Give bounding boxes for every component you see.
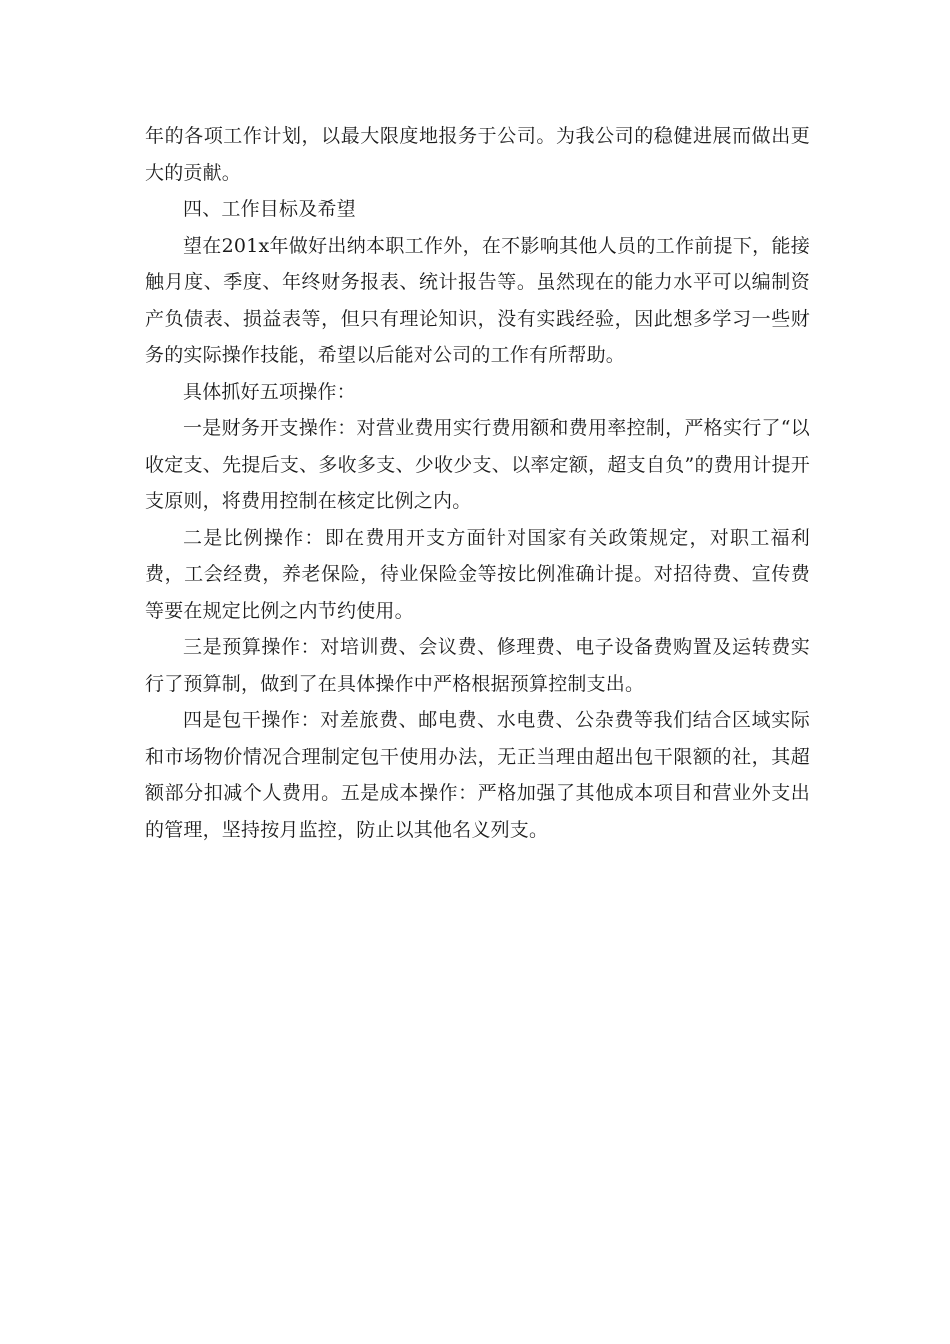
section-heading-goals: 四、工作目标及希望 [183, 198, 356, 220]
paragraph-five-operations-intro: 具体抓好五项操作： [183, 380, 356, 403]
paragraph-operation-three: 三是预算操作：对培训费、会议费、修理费、电子设备费购置及运转费实行了预算制，做到了在具体操作中严格根据预算控制支出。 [145, 636, 810, 695]
paragraph-hopes: 望在201x年做好出纳本职工作外，在不影响其他人员的工作前提下，能接触月度、季度、年终财务报表、统计报告等。虽然现在的能力水平可以编制资产负债表、损益表等，但只有理论知识，没有实践经验，因此想多学习一些财务的实际操作技能，希望以后能对公司的工作有所帮助。 [145, 234, 810, 366]
document-body [145, 118, 810, 848]
paragraph-operation-two: 二是比例操作：即在费用开支方面针对国家有关政策规定，对职工福利费，工会经费，养老保险，待业保险金等按比例准确计提。对招待费、宣传费等要在规定比例之内节约使用。 [145, 526, 810, 622]
paragraph-operation-four-five: 四是包干操作：对差旅费、邮电费、水电费、公杂费等我们结合区域实际和市场物价情况合理制定包干使用办法，无正当理由超出包干限额的社，其超额部分扣减个人费用。五是成本操作：严格加强了其他成本项目和营业外支出的管理，坚持按月监控，防止以其他名义列支。 [145, 709, 810, 841]
paragraph-operation-one: 一是财务开支操作：对营业费用实行费用额和费用率控制，严格实行了“以收定支、先提后支、多收多支、少收少支、以率定额，超支自负”的费用计提开支原则，将费用控制在核定比例之内。 [145, 417, 810, 512]
paragraph-continuation: 年的各项工作计划，以最大限度地报务于公司。为我公司的稳健进展而做出更大的贡献。 [145, 125, 810, 184]
